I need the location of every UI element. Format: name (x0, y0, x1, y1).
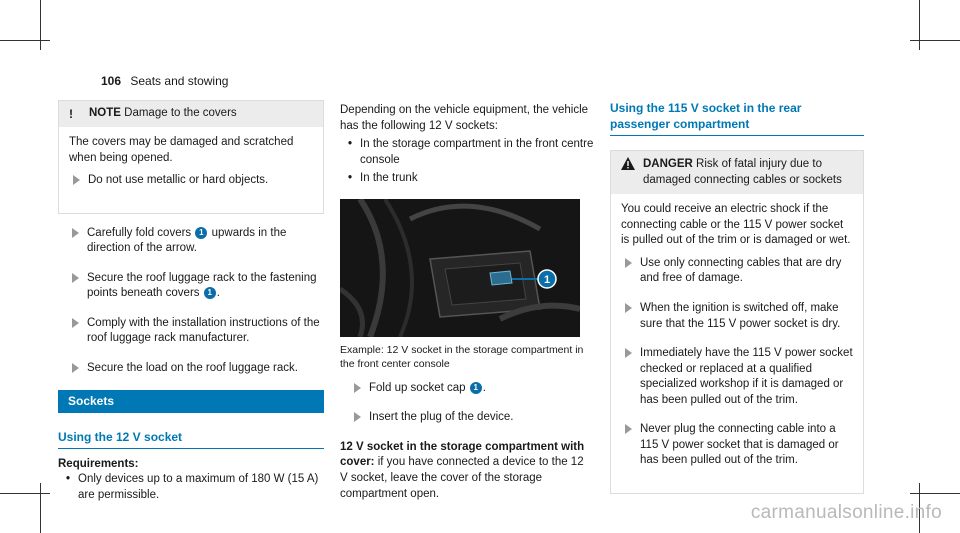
list-item (348, 171, 594, 187)
step-arrow-icon (354, 383, 361, 393)
step-arrow-icon (73, 175, 80, 185)
step-item (354, 381, 594, 397)
requirements-label: Requirements: (58, 457, 139, 470)
note-box (58, 100, 324, 214)
bullet-dot: • (348, 172, 353, 185)
step-item (72, 316, 324, 347)
danger-header (611, 151, 863, 194)
callout-badge: 1 (204, 287, 216, 299)
step-arrow-icon (72, 273, 79, 283)
step-arrow-icon (72, 318, 79, 328)
step-text: Use only connecting cables that are dry and free of damage. (640, 256, 842, 285)
socket-photo (340, 199, 580, 337)
step-text: Immediately have the 115 V power socket checked or replaced at a qualified specialized workshop if it is damaged or has been pulled out of the trim. (640, 347, 853, 406)
step-text-part: upwards in the direction of the arrow. (87, 226, 287, 255)
note-label: NOTE (89, 107, 121, 119)
step-text-part: Insert the plug of the device. (369, 411, 514, 424)
step-text (87, 361, 298, 377)
watermark: carmanualsonline.info (750, 502, 942, 523)
callout-badge: 1 (195, 227, 207, 239)
danger-box (610, 150, 864, 493)
note-step-text: Do not use metallic or hard objects. (88, 174, 269, 187)
note-text: The covers may be damaged and scratched when being opened. (69, 136, 294, 164)
crop-mark (0, 40, 50, 41)
danger-title: Risk of fatal injury due to damaged connecting cables or sockets (643, 158, 842, 186)
step-text: Never plug the connecting cable into a 115 V power socket that is damaged or has been pulled out of the trim. (640, 423, 839, 467)
step-arrow-icon (72, 363, 79, 373)
warning-triangle-icon (621, 157, 635, 170)
crop-mark (40, 0, 41, 50)
intro-text: Depending on the vehicle equipment, the vehicle has the following 12 V sockets: (340, 104, 589, 132)
step-item (625, 256, 853, 287)
storage-paragraph-lead: 12 V socket in the storage compartment with cover: (340, 440, 585, 469)
requirement-item (66, 472, 324, 503)
step-arrow-icon (625, 303, 632, 313)
step-item (72, 361, 324, 377)
section-title: Seats and stowing (130, 74, 229, 88)
callout-badge: 1 (470, 382, 482, 394)
step-text-part: Comply with the installation instructions of the roof luggage rack manufacturer. (87, 316, 320, 345)
crop-mark (919, 0, 920, 50)
bullet-dot: • (348, 138, 353, 151)
list-item-text: In the storage compartment in the front centre console (360, 138, 594, 166)
exclamation-icon: ! (69, 107, 73, 121)
requirement-text: Only devices up to a maximum of 180 W (15 A) are permissible. (78, 473, 319, 501)
crop-mark (40, 483, 41, 533)
crop-mark (0, 493, 50, 494)
step-item (625, 346, 853, 408)
step-text-part: Fold up socket cap (369, 381, 466, 394)
step-item (625, 422, 853, 469)
danger-text: You could receive an electric shock if the connecting cable or the 115 V power socket is pulled out of the trim or is damaged or wet. (621, 203, 851, 247)
steps-list-middle (340, 381, 594, 426)
crop-mark (910, 40, 960, 41)
list-item-text: In the trunk (360, 172, 418, 185)
steps-list (58, 226, 324, 377)
step-text-part: Carefully fold covers (87, 226, 192, 239)
heading-using-115v: Using the 115 V socket in the rear passenger compartment (610, 100, 864, 136)
danger-body (611, 194, 863, 492)
storage-paragraph-text: if you have connected a device to the 12 V socket, leave the cover of the storage compartment open. (340, 456, 584, 500)
column-right (610, 100, 864, 506)
page-number: 106 (101, 74, 122, 88)
step-text (87, 271, 324, 302)
danger-label: DANGER (643, 158, 693, 171)
step-item (72, 271, 324, 302)
column-left (58, 100, 324, 503)
step-arrow-icon (625, 348, 632, 358)
step-arrow-icon (625, 258, 632, 268)
heading-using-12v: Using the 12 V socket (58, 429, 324, 449)
step-text-part: Secure the load on the roof luggage rack. (87, 361, 298, 374)
step-arrow-icon (625, 424, 632, 434)
storage-paragraph (340, 440, 594, 502)
step-text (369, 381, 486, 397)
step-text (87, 226, 324, 257)
note-header (59, 101, 323, 127)
storage-compartment-illustration (340, 199, 580, 337)
step-arrow-icon (72, 228, 79, 238)
step-text-part: Secure the roof luggage rack to the fastening points beneath covers (87, 271, 317, 300)
note-body (59, 127, 323, 213)
socket-list (340, 137, 594, 187)
step-text-part: . (216, 287, 220, 300)
image-callout-badge: 1 (543, 273, 551, 286)
crop-mark (910, 493, 960, 494)
bullet-dot: • (66, 473, 71, 486)
photo-caption: Example: 12 V socket in the storage compartment in the front center console (340, 343, 584, 370)
page-header (101, 73, 228, 89)
note-step (73, 173, 313, 189)
step-item (625, 301, 853, 332)
danger-steps (621, 256, 853, 469)
list-item (348, 137, 594, 168)
step-item (354, 410, 594, 426)
step-text (369, 410, 513, 426)
step-text: When the ignition is switched off, make sure that the 115 V power socket is dry. (640, 301, 841, 330)
step-text-part: . (482, 381, 486, 394)
step-arrow-icon (354, 412, 361, 422)
note-title: Damage to the covers (124, 107, 237, 119)
section-bar-sockets: Sockets (58, 390, 324, 412)
step-text (87, 316, 324, 347)
step-item (72, 226, 324, 257)
column-middle (340, 103, 594, 502)
